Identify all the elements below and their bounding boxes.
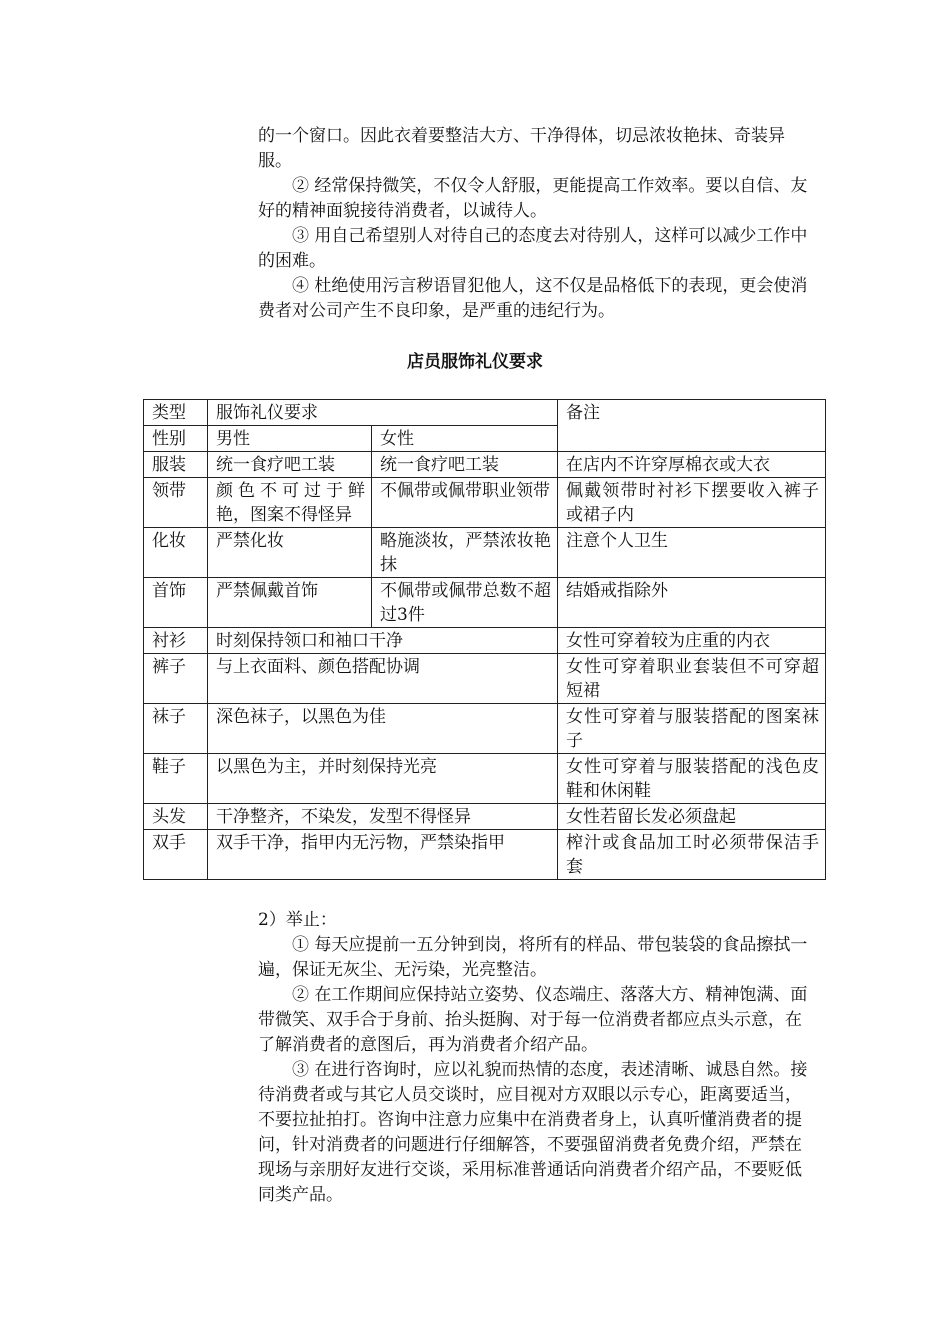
table-header-row xyxy=(144,400,826,426)
row-remark: 女性可穿着与服装搭配的浅色皮鞋和休闲鞋 xyxy=(558,754,826,804)
row-requirement: 双手干净，指甲内无污物，严禁染指甲 xyxy=(208,830,558,880)
conduct-heading: 2）举止： xyxy=(258,910,337,930)
row-female: 统一食疗吧工装 xyxy=(372,452,558,478)
row-remark: 女性若留长发必须盘起 xyxy=(558,804,826,830)
table-row xyxy=(144,804,826,830)
intro-paragraph-1: 的一个窗口。因此衣着要整洁大方、干净得体，切忌浓妆艳抹、奇装异服。 xyxy=(258,126,785,171)
row-requirement: 干净整齐，不染发，发型不得怪异 xyxy=(208,804,558,830)
row-female: 不佩带或佩带职业领带 xyxy=(372,478,558,528)
conduct-paragraph-3: ③ 在进行咨询时，应以礼貌而热情的态度，表述清晰、诚恳自然。接待消费者或与其它人员交谈时，应目视对方双眼以示专心，距离要适当，不要拉扯拍打。咨询中注意力应集中在消费者身上，认真听懂消费者的提问，针对消费者的问题进行仔细解答，不要强留消费者免费介绍，严禁在现场与亲朋好友进行交谈，采用标准普通话向消费者介绍产品，不要贬低同类产品。 xyxy=(258,1060,808,1205)
header-requirements: 服饰礼仪要求 xyxy=(208,400,558,426)
row-category: 服装 xyxy=(144,452,208,478)
table-row xyxy=(144,704,826,754)
table-row xyxy=(144,528,826,578)
header-type: 类型 xyxy=(144,400,208,426)
row-category: 首饰 xyxy=(144,578,208,628)
row-remark: 注意个人卫生 xyxy=(558,528,826,578)
row-remark: 女性可穿着与服装搭配的图案袜子 xyxy=(558,704,826,754)
row-requirement: 时刻保持领口和袖口干净 xyxy=(208,628,558,654)
table-row xyxy=(144,478,826,528)
dress-etiquette-table xyxy=(143,399,826,880)
conduct-paragraph-2: ② 在工作期间应保持站立姿势、仪态端庄、落落大方、精神饱满、面带微笑、双手合于身前、抬头挺胸、对于每一位消费者都应点头示意，在了解消费者的意图后，再为消费者介绍产品。 xyxy=(258,985,808,1055)
row-male: 严禁佩戴首饰 xyxy=(208,578,372,628)
table-row xyxy=(144,654,826,704)
header-remarks: 备注 xyxy=(558,400,826,452)
row-remark: 女性可穿着职业套装但不可穿超短裙 xyxy=(558,654,826,704)
row-remark: 榨汁或食品加工时必须带保洁手套 xyxy=(558,830,826,880)
intro-paragraph-2: ② 经常保持微笑，不仅令人舒服，更能提高工作效率。要以自信、友好的精神面貌接待消费者，以诚待人。 xyxy=(258,176,808,221)
conduct-paragraph-1: ① 每天应提前一五分钟到岗，将所有的样品、带包装袋的食品擦拭一遍，保证无灰尘、无污染，光亮整洁。 xyxy=(258,935,808,980)
table-row xyxy=(144,578,826,628)
table-row xyxy=(144,628,826,654)
row-male: 颜色不可过于鲜艳，图案不得怪异 xyxy=(208,478,372,528)
row-requirement: 以黑色为主，并时刻保持光亮 xyxy=(208,754,558,804)
header-male: 男性 xyxy=(208,426,372,452)
row-category: 头发 xyxy=(144,804,208,830)
row-category: 双手 xyxy=(144,830,208,880)
row-category: 化妆 xyxy=(144,528,208,578)
row-male: 严禁化妆 xyxy=(208,528,372,578)
table-row xyxy=(144,754,826,804)
row-male: 统一食疗吧工装 xyxy=(208,452,372,478)
row-category: 衬衫 xyxy=(144,628,208,654)
header-female: 女性 xyxy=(372,426,558,452)
row-remark: 佩戴领带时衬衫下摆要收入裤子或裙子内 xyxy=(558,478,826,528)
row-category: 鞋子 xyxy=(144,754,208,804)
row-remark: 结婚戒指除外 xyxy=(558,578,826,628)
row-female: 略施淡妆，严禁浓妆艳抹 xyxy=(372,528,558,578)
header-gender: 性别 xyxy=(144,426,208,452)
row-requirement: 与上衣面料、颜色搭配协调 xyxy=(208,654,558,704)
table-row xyxy=(144,452,826,478)
row-remark: 女性可穿着较为庄重的内衣 xyxy=(558,628,826,654)
row-female: 不佩带或佩带总数不超过3件 xyxy=(372,578,558,628)
row-category: 裤子 xyxy=(144,654,208,704)
row-remark: 在店内不许穿厚棉衣或大衣 xyxy=(558,452,826,478)
table-title: 店员服饰礼仪要求 xyxy=(407,352,543,372)
row-requirement: 深色袜子，以黑色为佳 xyxy=(208,704,558,754)
row-category: 袜子 xyxy=(144,704,208,754)
row-category: 领带 xyxy=(144,478,208,528)
intro-paragraph-3: ③ 用自己希望别人对待自己的态度去对待别人，这样可以减少工作中的困难。 xyxy=(258,226,808,271)
intro-paragraph-4: ④ 杜绝使用污言秽语冒犯他人，这不仅是品格低下的表现，更会使消费者对公司产生不良印象，是严重的违纪行为。 xyxy=(258,276,808,321)
table-row xyxy=(144,830,826,880)
